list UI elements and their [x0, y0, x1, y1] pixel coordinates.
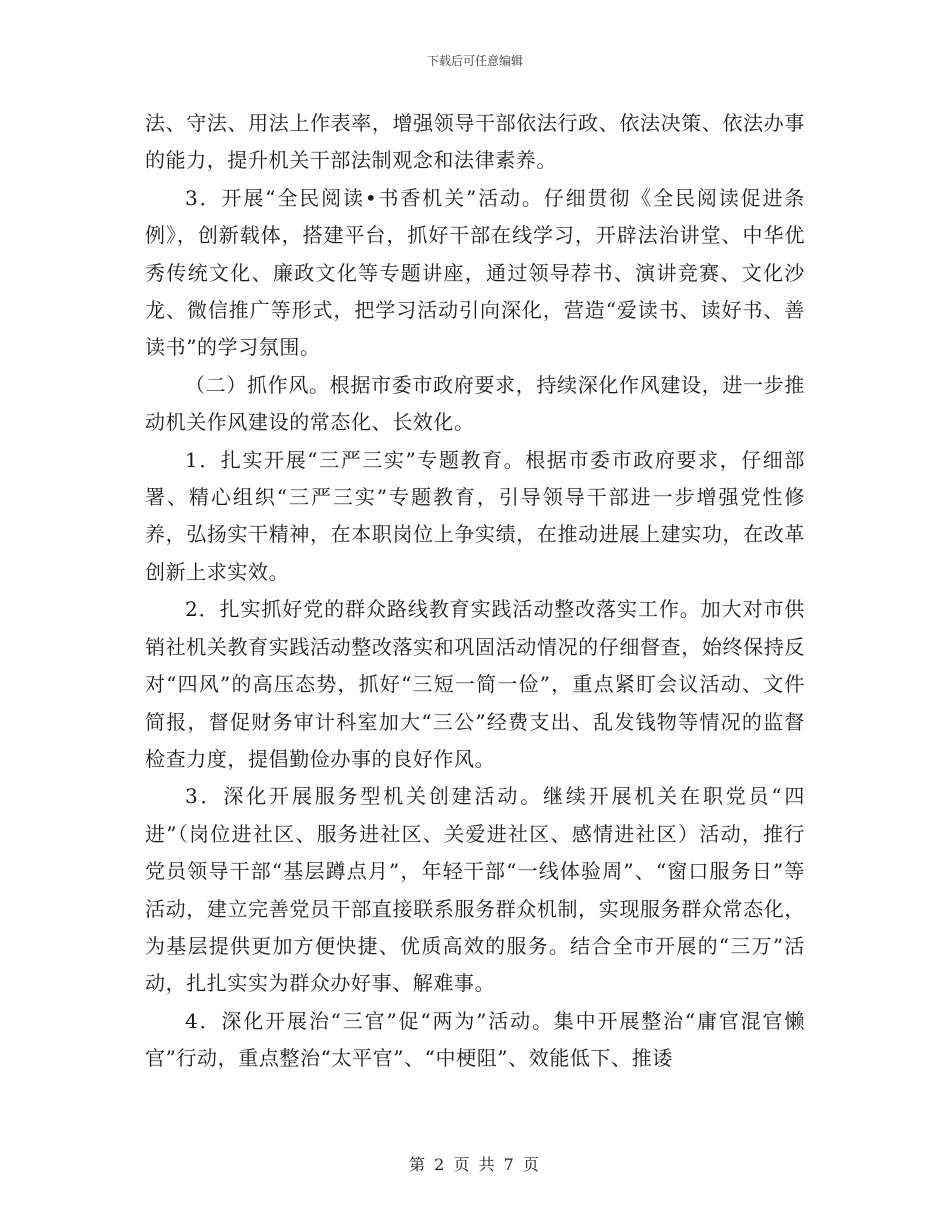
paragraph-continuation: 法、守法、用法上作表率，增强领导干部依法行政、依法决策、依法办事的能力，提升机关干部法制观念和法律素养。 [145, 111, 805, 173]
paragraph-reading-activity: 3．开展“全民阅读•书香机关”活动。仔细贯彻《全民阅读促进条例》，创新载体，搭建平台，抓好干部在线学习，开辟法治讲堂、中华优秀传统文化、廉政文化等专题讲座，通过领导荐书、演讲竞赛、文化沙龙、微信推广等形式，把学习活动引向深化，营造“爱读书、读好书、善读书”的学习氛围。 [145, 185, 805, 360]
header-note: 下载后可任意编辑 [426, 54, 523, 68]
paragraph-item-4: 4．深化开展治“三官”促“两为”活动。集中开展整治“庸官混官懒官”行动，重点整治“太平官”、“中梗阻”、效能低下、推诿 [145, 1008, 805, 1071]
paragraph-item-2: 2．扎实抓好党的群众路线教育实践活动整改落实工作。加大对市供销社机关教育实践活动整改落实和巩固活动情况的仔细督查，始终保持反对“四风”的高压态势，抓好“三短一简一俭”，重点紧盯会议活动、文件简报，督促财务审计科室加大“三公”经费支出、乱发钱物等情况的监督检查力度，提倡勤俭办事的良好作风。 [145, 597, 805, 771]
paragraph-item-3: 3．深化开展服务型机关创建活动。继续开展机关在职党员“四进”（岗位进社区、服务进社区、关爱进社区、感情进社区）活动，推行党员领导干部“基层蹲点月”，年轻干部“一线体验周”、“窗口服务日”等活动，建立完善党员干部直接联系服务群众机制，实现服务群众常态化，为基层提供更加方便快捷、优质高效的服务。结合全市开展的“三万”活动，扎扎实实为群众办好事、解难事。 [145, 784, 805, 996]
page-header [0, 53, 950, 69]
page-footer [0, 1155, 950, 1175]
page-number: 第 2 页 共 7 页 [409, 1155, 541, 1174]
document-body [145, 105, 805, 1078]
paragraph-section-style: （二）抓作风。根据市委市政府要求，持续深化作风建设，进一步推动机关作风建设的常态化、长效化。 [145, 372, 805, 435]
paragraph-item-1: 1．扎实开展“三严三实”专题教育。根据市委市政府要求，仔细部署、精心组织“三严三实”专题教育，引导领导干部进一步增强党性修养，弘扬实干精神，在本职岗位上争实绩，在推动进展上建实功，在改革创新上求实效。 [145, 447, 805, 584]
